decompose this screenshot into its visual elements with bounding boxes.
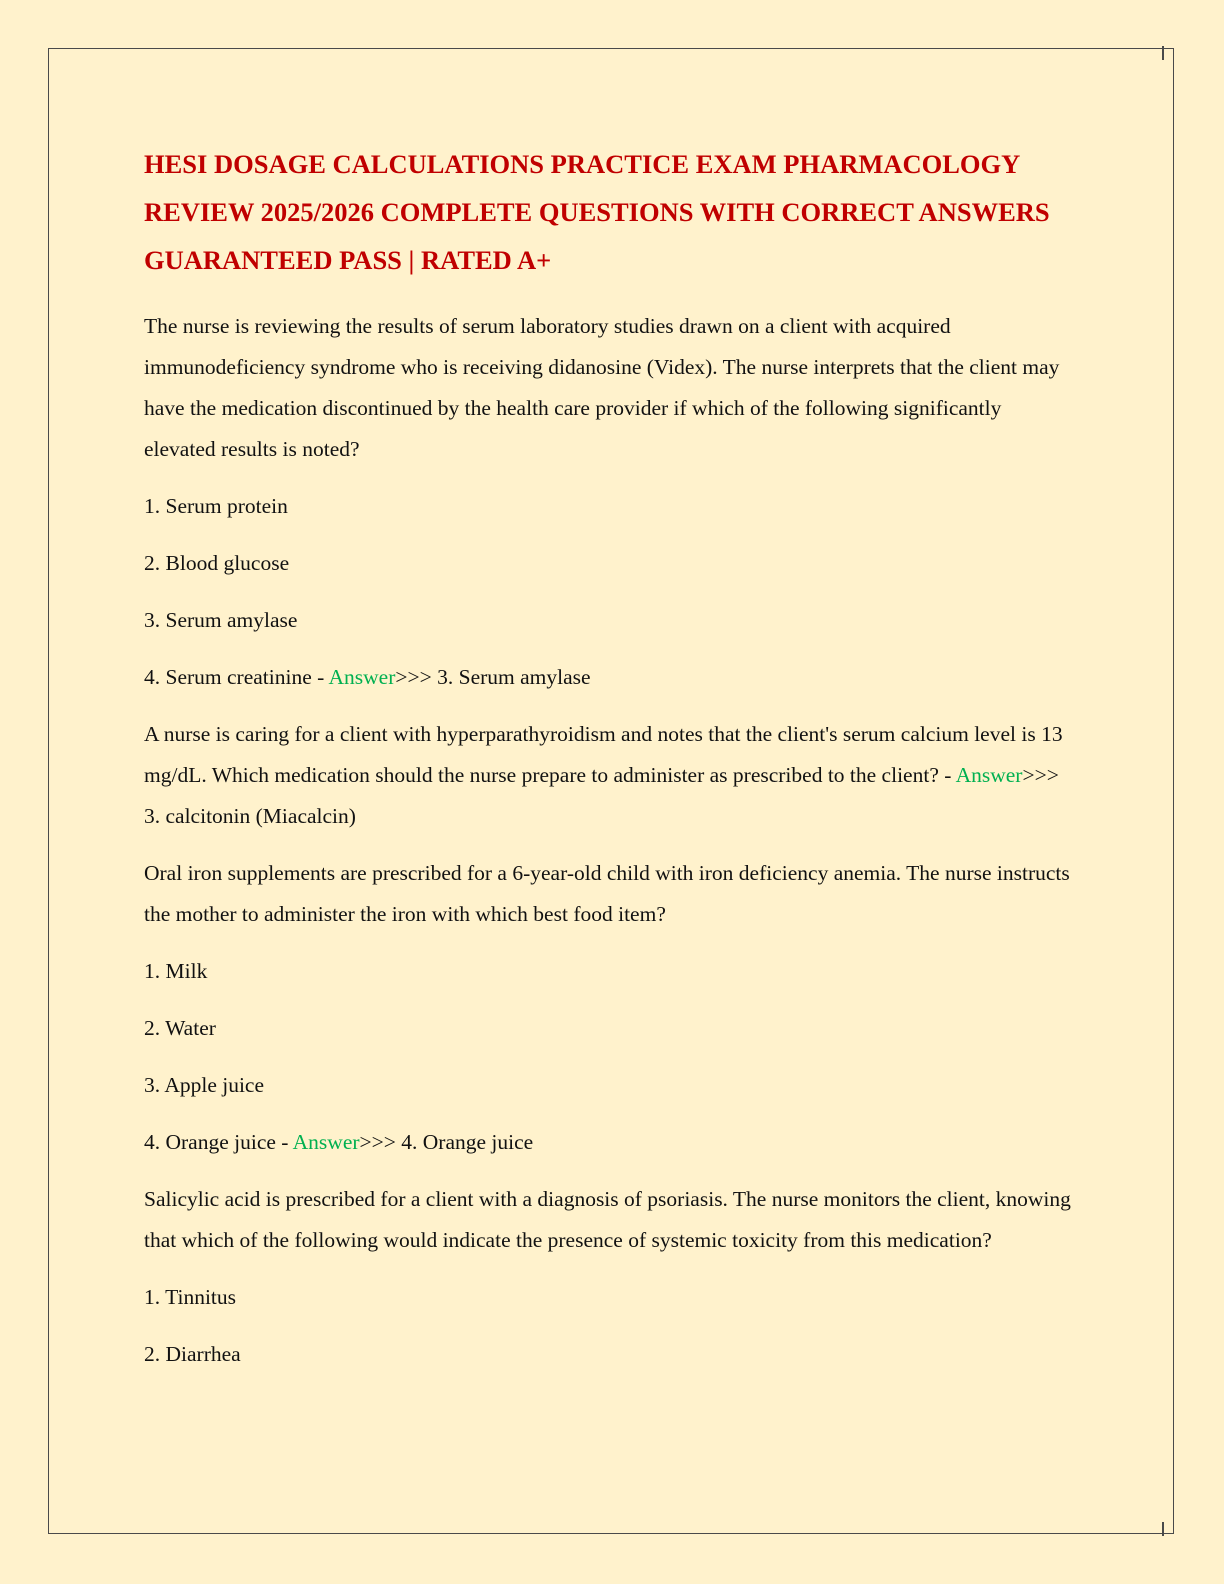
question-4-option-1: 1. Tinnitus bbox=[144, 1285, 237, 1309]
option-text: 4. Serum creatinine - bbox=[144, 665, 329, 689]
question-1-option-3: 3. Serum amylase bbox=[144, 608, 298, 632]
answer-label: Answer bbox=[292, 1130, 360, 1154]
answer-label: Answer bbox=[328, 665, 396, 689]
question-1-option-1: 1. Serum protein bbox=[144, 494, 288, 518]
stem-text: A nurse is caring for a client with hyperparathyroidism and notes that the client's serum calcium level is 13 mg/dL. Which medication should the nurse prepare to administer as prescribed to the client? - bbox=[144, 722, 1063, 787]
question-4-stem: Salicylic acid is prescribed for a client with a diagnosis of psoriasis. The nurse monitors the client, knowing that which of the following would indicate the presence of systemic toxicity from this medication? bbox=[144, 1187, 1071, 1252]
question-4-option-2: 2. Diarrhea bbox=[144, 1342, 241, 1366]
question-3-stem: Oral iron supplements are prescribed for a 6-year-old child with iron deficiency anemia. The nurse instructs the mother to administer the iron with which best food item? bbox=[144, 861, 1070, 926]
answer-text: >>> 3. calcitonin (Miacalcin) bbox=[144, 763, 1059, 828]
question-3-option-4 bbox=[144, 1122, 1074, 1163]
answer-text: >>> 3. Serum amylase bbox=[395, 665, 591, 689]
document-body bbox=[144, 140, 1074, 1391]
question-2-stem bbox=[144, 714, 1074, 837]
question-3-option-3: 3. Apple juice bbox=[144, 1073, 265, 1097]
border-corner-tick bbox=[1162, 46, 1164, 60]
document-title: HESI DOSAGE CALCULATIONS PRACTICE EXAM PHARMACOLOGY REVIEW 2025/2026 COMPLETE QUESTIONS WITH CORRECT ANSWERS GUARANTEED PASS | RATED A+ bbox=[144, 149, 1050, 275]
answer-text: >>> 4. Orange juice bbox=[359, 1130, 534, 1154]
border-corner-tick bbox=[1162, 1522, 1164, 1536]
answer-label: Answer bbox=[955, 763, 1023, 787]
question-1-stem: The nurse is reviewing the results of serum laboratory studies drawn on a client with acquired immunodeficiency syndrome who is receiving didanosine (Videx). The nurse interprets that the client may have the medication discontinued by the health care provider if which of the following significantly elevated results is noted? bbox=[144, 314, 1060, 461]
question-3-option-2: 2. Water bbox=[144, 1016, 216, 1040]
question-3-option-1: 1. Milk bbox=[144, 959, 208, 983]
option-text: 4. Orange juice - bbox=[144, 1130, 293, 1154]
question-1-option-2: 2. Blood glucose bbox=[144, 551, 290, 575]
question-1-option-4 bbox=[144, 657, 1074, 698]
